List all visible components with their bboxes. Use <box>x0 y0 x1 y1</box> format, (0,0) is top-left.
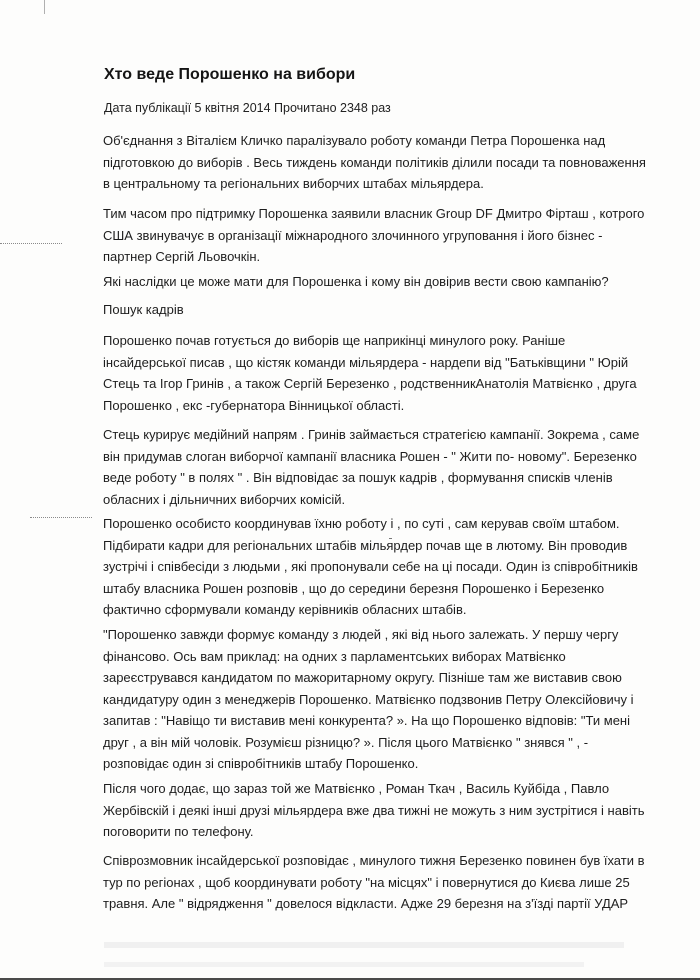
scan-fold-mark <box>44 0 45 14</box>
text-line: "Порошенко завжди формує команду з людей , які від нього залежать. У першу чергу <box>103 627 619 642</box>
article-title: Хто веде Порошенко на вибори <box>104 66 356 83</box>
paragraph-1 <box>103 130 646 195</box>
paragraph-7 <box>103 624 634 775</box>
text-line: зареєструвався кандидатом по мажоритарному округу. Пізніше там же виставив свою <box>103 670 622 685</box>
text-line: фактично сформували команду керівників обласних штабів. <box>103 602 467 617</box>
scan-dotted-mark <box>30 517 92 518</box>
text-line: він придумав слоган виборчої кампанії власника Рошен - " Жити по- новому". Березенко <box>103 448 637 464</box>
text-line: тур по регіонах , щоб координувати роботу "на місцях" і повернутися до Києва лише 25 <box>103 874 630 890</box>
paragraph-6 <box>103 513 638 621</box>
bleed-through-mark <box>104 962 584 967</box>
text-line: підготовкою до виборів . Весь тиждень команди політиків ділили посади та повноваження <box>103 154 646 170</box>
text-line: Об'єднання з Віталієм Кличко паралізувало роботу команди Петра Порошенка над <box>103 133 606 148</box>
paragraph-8 <box>103 778 645 843</box>
paragraph-2 <box>103 203 645 268</box>
text-line: Співрозмовник інсайдерської розповідає , минулого тижня Березенко повинен був їхати в <box>103 853 645 868</box>
paragraph-3 <box>103 271 623 293</box>
text-line: кандидатуру один з менеджерів Порошенко. Матвієнко подзвонив Петру Олексійовичу і <box>103 691 634 707</box>
text-line: Які наслідки це може мати для Порошенка і кому він довірив вести свою кампанію? <box>103 274 609 289</box>
text-line: Порошенко , екс -губернатора Вінницької області. <box>103 397 405 413</box>
text-line: друг , а він мій чоловік. Розумієш різницю? ». Після цього Матвієнко " знявся " , - <box>103 734 589 750</box>
paragraph-9 <box>103 850 645 915</box>
text-line: Після чого додає, що зараз той же Матвієнко , Роман Ткач , Василь Куйбіда , Павло <box>103 781 610 796</box>
text-line: Тим часом про підтримку Порошенка заявили власник Group DF Дмитро Фірташ , котрого <box>103 206 645 221</box>
text-line: інсайдерської писав , що кістяк команди мільярдера - нардепи від "Батьківщини " Юрій <box>103 354 629 370</box>
article-meta: Дата публікації 5 квітня 2014 Прочитано 2348 раз <box>104 101 391 115</box>
paragraph-5 <box>103 424 640 510</box>
text-line: запитав : "Навіщо ти виставив мені конкурента? ». На що Порошенко відповів: "Ти мені <box>103 713 630 728</box>
text-line: веде роботу " в полях " . Він відповідає за пошук кадрів , формування списків членів <box>103 470 613 485</box>
text-line: фінансово. Ось вам приклад: на одних з парламентських виборах Матвієнко <box>103 648 566 664</box>
text-line: поговорити по телефону. <box>103 824 254 839</box>
text-line: Стець курирує медійний напрям . Гринів займається стратегією кампанії. Зокрема , саме <box>103 427 640 442</box>
bleed-through-mark <box>104 942 624 948</box>
text-line: обласних і дільничних виборчих комісій. <box>103 491 346 507</box>
text-line: партнер Сергій Льовочкін. <box>103 249 261 264</box>
text-line: Порошенко почав готується до виборів ще наприкінці минулого року. Раніше <box>103 333 566 348</box>
text-line: Підбирати кадри для регіональних штабів мільярдер почав ще в лютому. Він проводив <box>103 537 628 553</box>
paragraph-4 <box>103 330 637 416</box>
text-line: Пошук кадрів <box>103 302 184 317</box>
text-line: розповідає один зі співробітників штабу Порошенко. <box>103 756 419 771</box>
text-line: Жербівскій і деякі інші друзі мільярдера вже два тижні не можуть з ним зустрітися і навіть <box>103 802 645 818</box>
text-line: США звинувачує в організації міжнародного злочинного угруповання і його бізнес - <box>103 227 603 243</box>
text-line: зустрічі і співбесіди з людьми , які пропонували себе на ці посади. Один із співробітників <box>103 559 638 574</box>
text-line: Порошенко особисто координував їхню роботу і , по суті , сам керував своїм штабом. <box>103 516 620 531</box>
text-line: в центральному та регіональних виборчих штабах мільярдера. <box>103 176 484 191</box>
section-heading <box>103 299 623 321</box>
scan-dotted-mark <box>0 243 62 244</box>
text-line: штабу власника Рошен розповів , що до середини березня Порошенко і Березенко <box>103 580 605 596</box>
text-line: травня. Але " відрядження " довелося відкласти. Адже 29 березня на з'їзді партії УДАР <box>103 896 629 911</box>
text-line: Стець та Ігор Гринів , а також Сергій Березенко , родственникАнатолія Матвієнко , друга <box>103 376 637 391</box>
